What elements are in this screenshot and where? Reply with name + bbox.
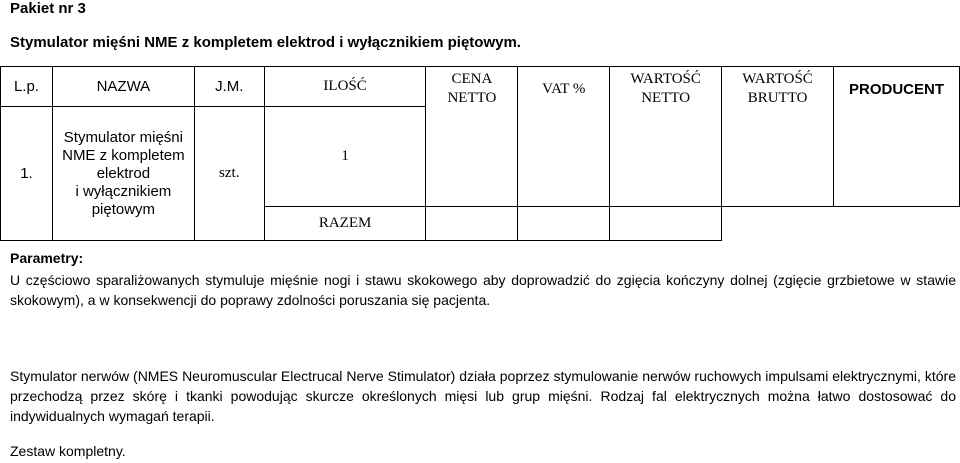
header-lp: L.p.: [1, 67, 53, 107]
header-ilosc: ILOŚĆ: [264, 67, 426, 107]
items-table: [0, 66, 960, 241]
cell-lp: 1.: [1, 107, 53, 241]
cell-name: Stymulator mięśni NME z kompletem elektrod i wyłącznikiem piętowym: [52, 107, 194, 241]
header-cena-netto: CENA NETTO: [426, 67, 518, 207]
header-jm: J.M.: [194, 67, 264, 107]
total-wartosc-netto: [610, 207, 722, 241]
total-wartosc-brutto: [722, 207, 834, 241]
total-producent: [834, 207, 960, 241]
total-label: RAZEM: [264, 207, 426, 241]
header-wartosc-netto: WARTOŚĆ NETTO: [610, 67, 722, 207]
header-wartosc-brutto: WARTOŚĆ BRUTTO: [722, 67, 834, 207]
cell-jm: szt.: [194, 107, 264, 241]
params-paragraph-3: Zestaw kompletny.: [10, 443, 126, 459]
params-paragraph-2: Stymulator nerwów (NMES Neuromuscular Electrucal Nerve Stimulator) działa poprzez stymulowanie nerwów ruchowych impulsami elektrycznymi, które przechodzą przez skórę i tkanki powodując skurcze określonych mięsi lub grup mięśni. Rodzaj fal elektrycznych można łatwo dostosować do indywidualnych wymagań terapii.: [10, 368, 956, 424]
document-subtitle: Stymulator mięśni NME z kompletem elektrod i wyłącznikiem piętowym.: [10, 34, 521, 51]
cell-ilosc: 1: [264, 107, 426, 207]
total-vat: [518, 207, 610, 241]
total-cena-netto: [426, 207, 518, 241]
document-title: Pakiet nr 3: [10, 0, 86, 17]
table-header-row: [1, 67, 960, 107]
params-paragraph-1: U częściowo sparaliżowanych stymuluje mięśnie nogi i stawu skokowego aby doprowadzić do zgięcia kończyny dolnej (zgięcie grzbietowe w stawie skokowym), a w konsekwencji do poprawy zdolności poruszania się pacjenta.: [10, 272, 956, 308]
header-nazwa: NAZWA: [52, 67, 194, 107]
header-vat: VAT %: [518, 67, 610, 207]
params-label: Parametry:: [10, 250, 84, 266]
header-producent: PRODUCENT: [834, 67, 960, 207]
